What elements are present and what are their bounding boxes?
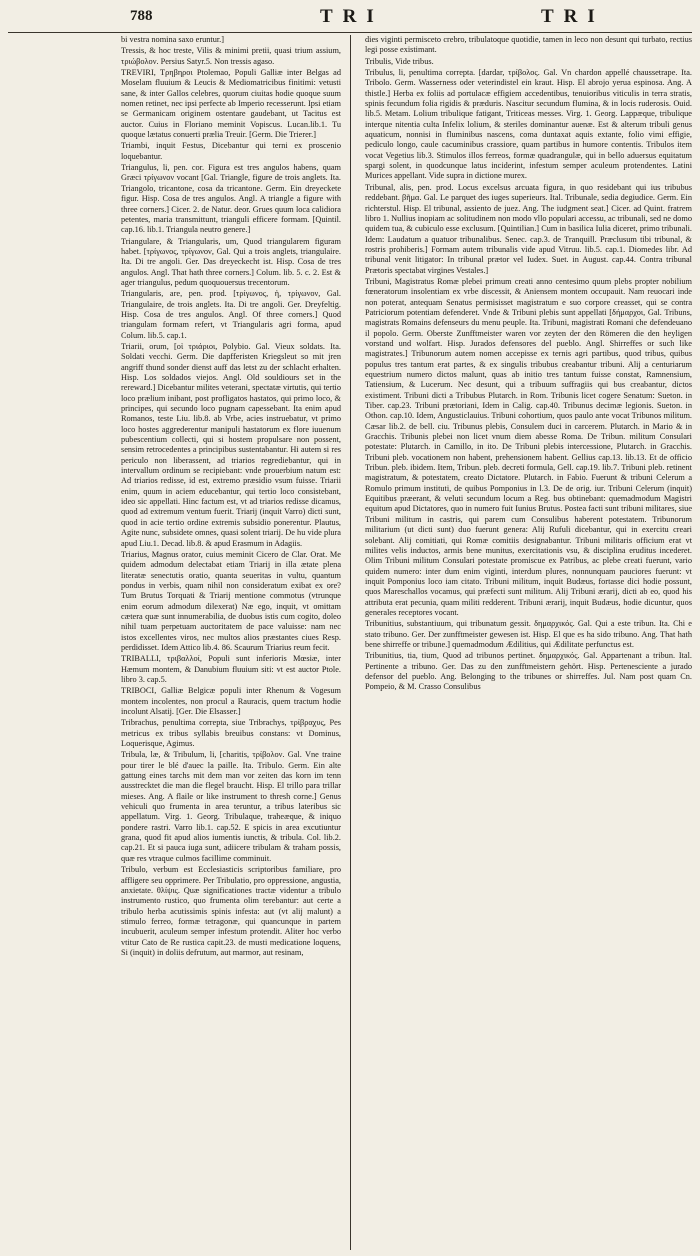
dictionary-entry: Tribula, læ, & Tribulum, li, [charitis, τρίβολον. Gal. Vne traine pour tirer le blé d'auec la paille. Ita. Tribulo. Germ. Ein alte gattung eines tarchs mit dem man vor zeiten das korn im tenn ausstrecktet die man die flegel braucht. Hisp. El trillo para trillar mieses. Ang. A flaile or like instrument to thresh corne.] Genus vehiculi quo frumenta in area teruntur, a tribus lateribus sic appellatum. Virg. 1. Georg. Tribulaque, traheæque, & iniquo pondere rastri. Varro lib.1. cap.52. E spicis in area excutiuntur grana, quod fit apud alios iumentis iunctis, & tribula. Col. lib.2. cap.21. Et si pauca iuga sunt, adiicere tribulam & traham possis, quæ res vtraque culmos facillime comminuit. [121,750,341,863]
dictionary-entry: Tribunitius, substantiuum, qui tribunatum gessit. δημαρχικός. Gal. Qui a este tribun. Ita. Chi e stato tribuno. Ger. Der zunfftmeister gewesen ist. Hisp. El que es ha sido tribuno. Ang. That hath bene shirreffe or tribune.] quemadmodum Ædilitius, qui Ædilitate perfunctus est. [364,619,692,649]
running-head-left: TRI [320,6,384,27]
dictionary-entry: Tribunitius, tia, tium, Quod ad tribunos pertinet. δημαρχικός. Gal. Appartenant a tribun. Ital. Pertinente a tribuno. Ger. Das zu den zunfftmeistern gehört. Hisp. Pertenesciente a jurado defensor del pueblo. Ang. Belonging to the tribunes or shirreffes. Jul. Nam post quam Cn. Pompeio, & M. Crasso Consulibus [364,651,692,692]
dictionary-entry: Triarius, Magnus orator, cuius meminit Cicero de Clar. Orat. Me quidem admodum delectabat etiam Triarij in illa ætate plena literatæ senectutis oratio, quanta seueritas in vultu, quantum pondus in verbis, quam nihil non consideratum exibat ex ore? Tum Brutus Torquati & Triarij mentione commotus (vtrunque enim eorum admodum dilexerat) Næ ego, inquit, vt omittam cætera quæ sunt innumerabilia, de duobus istis cum cogito, doleo nihil tuam perpetuam auctoritatem de pace valuisse: nam nec istos excellentes viros, nec multos alios præstantes ciues Resp. perdidisset. Idem Attico lib.4. 86. Scaurum Triarius reum fecit. [121,549,341,652]
dictionary-entry: Tribulis, Vide tribus. [364,56,434,66]
dictionary-entry: Tribulus, li, penultima correpta. [dardar, τρίβολος. Gal. Vn chardon appellé chaussetrape. Ita. Tribolo. Germ. Wasserness oder veterindistel ein kraut. Hisp. El abrojo yerua espinosa. Ang. A thistle.] Herba ex foliis ad portulacæ effigiem accedentibus, tenuioribus viticulis in terra stratis, spinis fecundum folia rigidis & præduris. Nascitur secundum flumina, & in locis ruderosis. Ouid. lib.5. Metam. Lolium tribulique fatigant, Triticeas messes. Virg. 1. Georg. Lappæque, tribulique interque nitentia culta Infelix lolium, & steriles dominantur auenæ. Est & alterum tribuli genus aquaticum, nonnisi in fluminibus nascens, coma duntaxat aquis extante, folio vimi effigie, pediculo longo, caule cacuminibus crassiore, quam partibus in humore contentis. Tribulos item vocat Vegetius lib.3. Stimulos illos ferreos, formæ quadrangulæ, qui in bello aduersus equitatum spargi solent, in quodcunque latus inciderint, infestum semper aculeum protendentes. Latini Murices appellant. Vide supra in dictione murex. [364,68,692,181]
column-divider [350,35,351,1250]
dictionary-entry: TRIBALLI, τριβαλλοί, Populi sunt inferioris Mœsiæ, inter Hæmum montem, & Danubium fluuium siti: vt est auctor Ptole. libro 3. cap.5. [121,654,341,684]
dictionary-entry: Triambi, inquit Festus, Dicebantur qui terni ex proscenio loquebantur. [121,141,341,161]
dictionary-entry: Tribunal, alis, pen. prod. Locus excelsus arcuata figura, in quo residebant qui ius tribubus reddebant. βῆμα. Gal. Le parquet des iuges superieurs. Ital. Tribunale, sedia degiudice. Germ. Ein richterstul. Hisp. El tribunal, assiento de juez. Ang. The iudgment seat.] Cicer. ad Quint. fratrem libro 1. Nullius inopiam ac solitudinem non modo vllo populari accessu, ac tribunali, sed ne domo quidem tua, & cubiculo esse exclusum. [Quintilian.] Cum in basilica Iulia diceret, primo tribunali. Idem: Laudatum a quatuor tribunalibus. Senec. cap.3. de Tranquill. Præclusum tibi tribunal, & rostris prohiberis.] Formam autem tribunalis vide apud Vitruu. lib.5. cap.1. Diomedes libr. Ad tribunal venit litigator: In tribunal prætor vel Iudex. Suet. in August. cap.44. Contra tribunal Prætoris spectabat virgines Vestales.] [364,182,692,275]
page-number: 788 [130,8,153,24]
dictionary-entry: Tribulo, verbum est Ecclesiasticis scriptoribus familiare, pro affligere seu opprimere. Per Tribulatio, pro oppressione, angustia, anxietate. θλίψις. Quæ significationes tractæ videntur a tribulo instrumento rustico, quo frumenta olim terebantur: aut certe a tribulo herba acutissimis spinis infesta: aut (vt alij malunt) a stimulo ferreo, formæ tetragonæ, qui quancunque in partem incubuerit, aculeum semper infestum protendit. Aliter hoc verbo vtitur Cato de Re rustica capit.23. de musti medicatione loquens, Si (inquit) in doliis defrutum, aut marmor, aut resinam, [121,865,341,957]
dictionary-entry: Tribrachus, penultima correpta, siue Tribrachys, τρίβραχυς, Pes metricus ex tribus syllabis breuibus constans: vt Dominus, Loquerisque, Agimus. [121,718,341,749]
dictionary-entry: Tribuni, Magistratus Romæ plebei primum creati anno centesimo quum plebs propter nobilium fœneratorum insolentiam ex vrbe discessit, & Aniensem montem occupauit. Nam reuocari inde non poterat, antequam Senatus permisisset magistratum e suo corpore creasset, qui se contra Patriciorum potentiam defenderet. Vnde & Tribuni plebis sunt appellati [δήμαρχοι, Gal. Tribuns, magistrats Romains defenseurs du menu peuple. Ita. Tribuni, magistrati Romani che defendeuano il popolo. Germ. Oberste Zunfftmeister waren vor zeyten der den Römeren die den heyligen vorstand und wolfart. Hisp. Jurados defensores del pueblo. Angl. Shirreffes or such like magistrates.] Tribunorum autem nomen accepisse ex ternis agri partibus, quod tribus, quibus populus tres tantum erat partes, & ex singulis tribubus creabantur tribuni. Alij a centuriarum equestrium numero dictos malunt, quas ab initio tres tantum fuisse constat, Ramnensium, Tatiensium, & Lucerum. Nec desunt, qui a tribuum suffragiis qui bus creabantur, dictos existiment. Tribuni dicti a Tribubus Plutarch. in Rom. Tribunis licet cogere Senatum: Sueton. in Tiber. cap.23. Tribuni prætoriani, Idem in Calig. cap.40. Tribunus decimæ legionis. Sueton. in Othon. cap.10. Idem, Angusticlauius. Tribuni cohortium, quos paulo ante vocat Tribunos militum. Cæsar lib.2. de bell. ciu. Tribunus plebis, Consulem duci in carcerem. Plutarch. in Mario & in Gracchis. Tribunis plebei non licet vnum diem abesse Roma. De Tribun. militum Consulari potestate: Plutarch. in Camillo, in ito. De Tribuni plebis intercessione, Plutarch. in Gracchis. Tribuni pleb. vocationem non habent, prehensionem habent. Gellius cap.13. lib.13. Et de officio Tribun. pleb. ibidem. Item, Tribun. pleb. decreti formula, Gell. cap.19. lib.7. Tribuni pleb. retinent magistratum, & potestatem, creato Dictatore. Plutarch. in Fabio. Fuerunt & tribuni Celerum a Romulo primum instituti, de quibus Pomponius in l.3. De de orig. iur. Tribuni Celerum (inquit) Equitibus præerant, & veluti secundum locum a Reg. bus obtinebant: quemadmodum Magistri equitum apud Dictatores, quo in numero fuit Iunius Brutus. Postea facti sunt tribuni militares, siue Tribuni militum in castris, qui parem cum Consulibus haberent potestatem. Tribunorum militarium (ut dicti sunt) duo fuerunt genera: Alij Rufuli dicebantur, qui in exercitu creari solebant. Alij comitiati, qui Romæ comitiis designabantur. Tribuni militaris officium erat vt milites velis inductos, armis bene munitus, exercitationis vsu, & disciplina eruditus incederet. Olim Tribuni militum Consulari potestate promiscue ex Patribus, ac plebe creati fuerunt, vario quidem numero: inter dum enim viginti, interdum plures, nonnunquam pauciores fuerunt: vt inquit Pomponius loco iam citato. Tribuni militum, inquit Budæus, fortasse dici hodie possunt, quos Mareschallos vocamus, qui præfecti sunt militum. Alij Tribuni ærarij, dicti ab eo, quod his attributa erat pecunia, quam militi redderent. Tribuni ærarij, inquit Budæus, hodie dicuntur, quos generales receptores vocant. [364,276,692,617]
dictionary-entry: Triarii, orum, [οἱ τριάριοι, Polybio. Gal. Vieux soldats. Ita. Soldati vecchi. Germ. Die dapfferisten Kriegsleut so mit jren angriff thund sonder dienst auff das letst zu der schlacht erhalten. Hisp. Los soldados viejos. Angl. Old souldiours set in the rereward.] Dicebantur milites veterani, spectatæ virtutis, qui tertio loco prælium inibant, post profligatos hastatos, qui primo loco, & principes, qui secundo loco pugnam capessebant. Ita enim apud Romanos, teste Liu. lib.8. ab Vrbe, acies instruebatur, vt primo loco hostes aggrederentur manipuli hastatorum ex flore iuuenum pubescentium collecti, qui si hostem propulsare non possent, sensim retrocedentes a principibus sustentabantur. Hi autem si res periculo non liberassent, ad triarios regrediebantur, qui in intervallum ordinum se recipiebant: vnde prouerbium natum est: Ad triarios redisse, id est, extremo præsidio vsum fuisse. Triarii enim, quum in aciem educebantur, qui tertio loco consistebant, ideo sic appellati. Hinc factum est, vt ad triarios redisse dicamus, quod ad extremum ventum fuerit. Triarij (inquit Varro) dicti sunt, quod in acie tertio ordine extremis subsidio ponerentur. Plautus, Agite nunc, subsidete omnes, quasi solent triarij. De hu vide plura apud Liu.1. Decad. lib.8. & apud Erasmum in Adagiis. [121,341,341,548]
text-columns [8,35,692,1250]
dictionary-entry: Triangulus, li, pen. cor. Figura est tres angulos habens, quam Græci τρίγωνον vocant [Gal. Triangle, figure de trois anglets. Ita. Triangolo, tricantone, cosa da tricantone. Germ. Ein dreyeckete figur. Hisp. Cosa de tres angulos. Angl. A triangle a figure with three corners.] Cicer. 2. de Natur. deor. Grues quum loca calidiora petentes, maria transmittunt, trianguli efficere formam. [Quintil. cap.16. lib.1. Triangula neutro genere.] [121,163,341,235]
dictionary-entry: dies viginti permisceto crebro, tribulatoque quotidie, tamen in leco non desunt qui turbato, rectius legi posse existimant. [364,35,692,55]
right-column [355,35,692,1250]
page-header [8,6,692,33]
running-head-right: TRI [541,6,605,27]
dictionary-entry: Triangulare, & Triangularis, um, Quod triangularem figuram habet. [τρίγωνος, τρίγωνον, Gal. Qui a trois anglets, triangulaire. Ita. Di tre angoli. Ger. Das dreyeckecht ist. Hisp. Cosa de tres angulos. Angl. That hath three corners.] Colum. lib. 5. c. 2. Est & ager triangulus, pedum quoquouersus trecentorum. [121,236,341,287]
dictionary-entry: bi vestra nomina saxo eruntur.] [121,35,224,44]
left-column [8,35,346,1250]
dictionary-entry: TRIBOCI, Galliæ Belgicæ populi inter Rhenum & Vogesum montem incolentes, non procul a Rauracis, quem tractum hodie incolunt Alsatij. [Ger. Die Elsasser.] [121,686,341,716]
dictionary-entry: Tressis, & hoc treste, Vilis & minimi pretii, quasi trium assium, τριώβολον. Persius Satyr.5. Non tressis agaso. [121,46,341,66]
dictionary-entry: Triangularis, are, pen. prod. [τρίγωνος, ἡ, τρίγωνον, Gal. Triangulaire, de trois anglets. Ita. Di tre angoli. Ger. Dreyfeltig. Hisp. Cosa de tres angulos. Angl. Of three corners.] Quod triangulam formam refert, vt Triangularis agri forma, apud Colum. lib.5. cap.1. [121,289,341,340]
dictionary-entry: TREVIRI, Τρηβηροι Ptolemao, Populi Galliæ inter Belgas ad Moselam fluuium & Leucis & Mediomatricibus finitimi: vetusti sane, & inter Gallos celebres, quorum ciuitas hodie quoque suum nomen retinet, nec ipsi perfecte ab Imperio recesserunt. Ipsi etiam se Germanicam originem ostentare gaudebant, ut Tacitus est auctor. Cuius in Floriano meminit Vopiscus. Lucan.lib.1. Tu quoque lætatus conuerti prælia Treuir. [Germ. Die Trierer.] [121,68,341,140]
